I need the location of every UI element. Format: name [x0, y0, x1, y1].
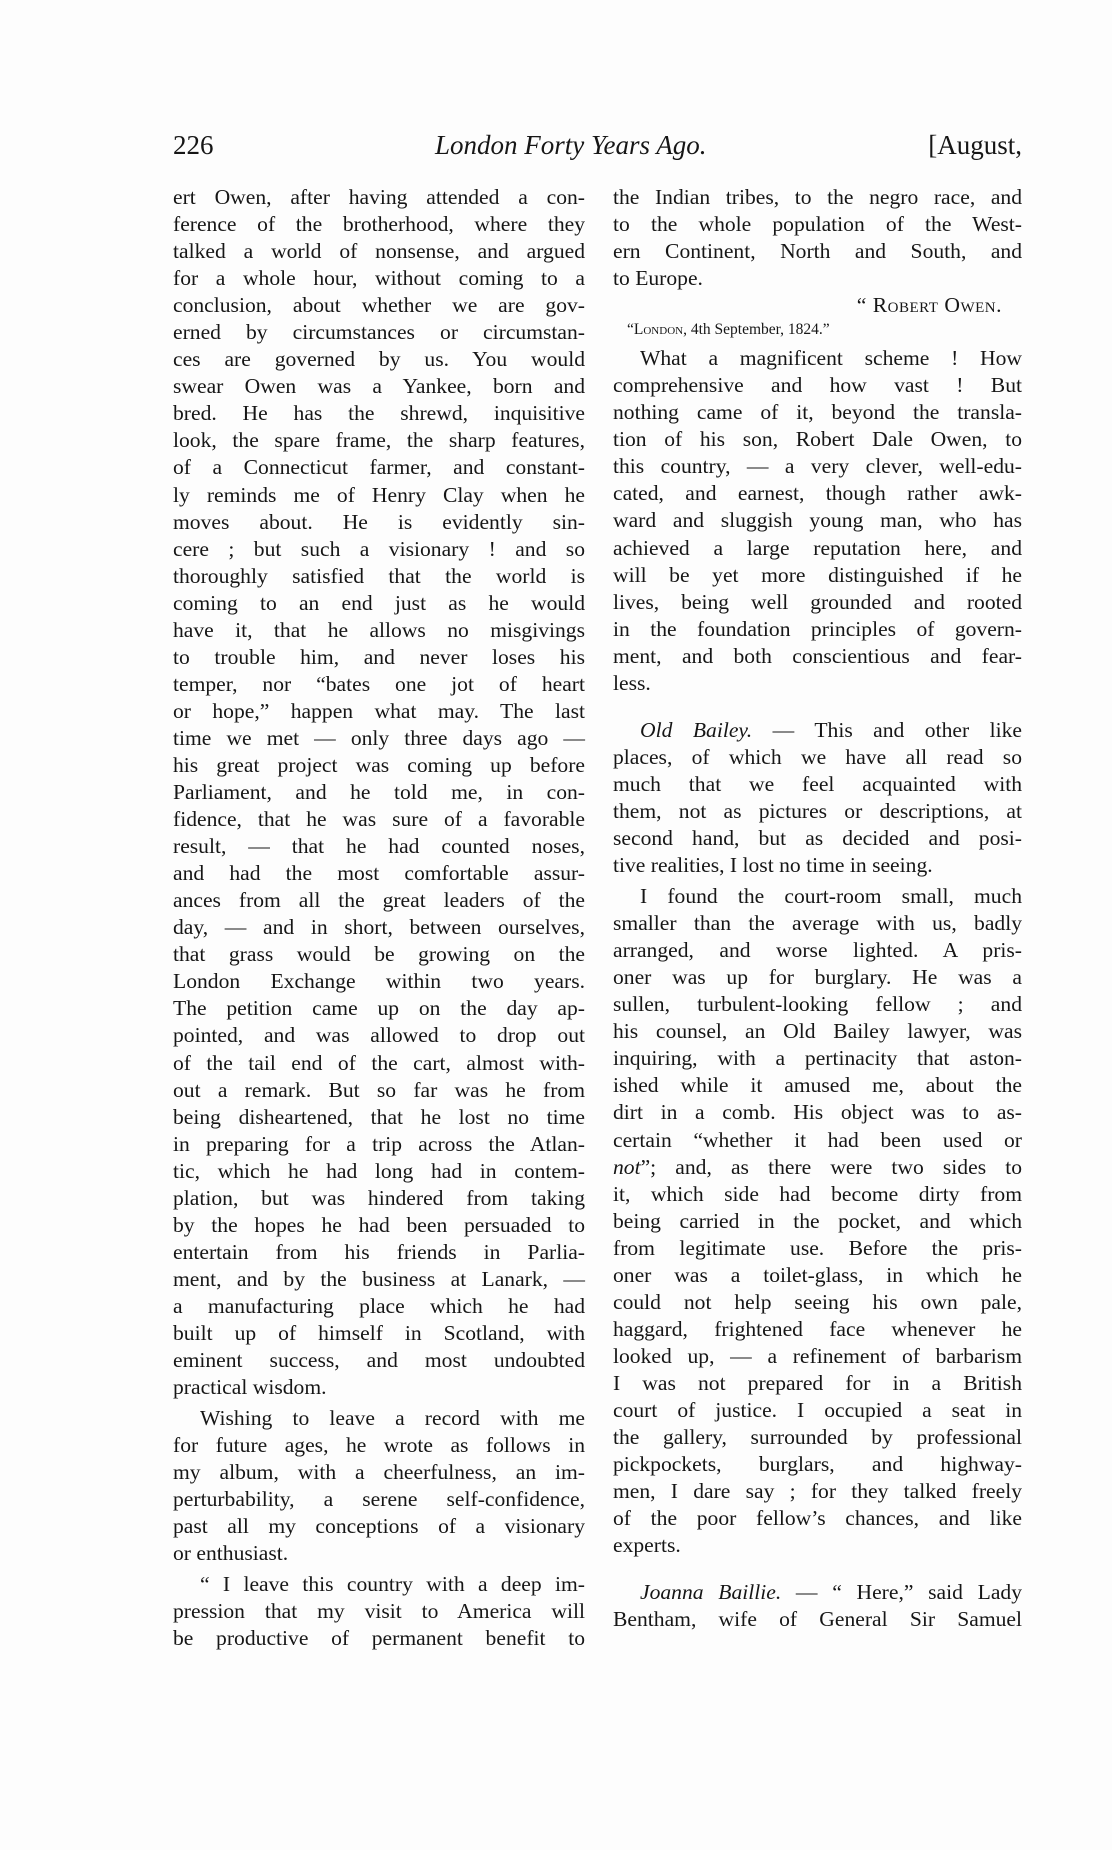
text-line: out a remark. But so far was he from	[173, 1077, 585, 1102]
text-line: “ I leave this country with a deep im-	[200, 1572, 585, 1597]
text-line: What a magnificent scheme ! How	[640, 346, 1022, 371]
letter-signature: “ Robert Owen.	[856, 293, 1002, 318]
text-line: nothing came of it, beyond the transla-	[613, 400, 1022, 425]
date-place: London	[633, 321, 684, 339]
text-line: London Exchange within two years.	[173, 969, 585, 994]
text-line: thoroughly satisfied that the world is	[173, 563, 585, 588]
text-line: ment, and by the business at Lanark, —	[173, 1266, 585, 1291]
text-line: pickpockets, burglars, and highway-	[613, 1452, 1022, 1477]
text-line: by the hopes he had been persuaded to	[173, 1212, 585, 1237]
text-line: oner was up for burglary. He was a	[613, 965, 1022, 990]
text-line: Parliament, and he told me, in con-	[173, 780, 585, 805]
text-line: plation, but was hindered from taking	[173, 1185, 585, 1210]
text-line: or hope,” happen what may. The last	[173, 698, 585, 723]
text-line: ces are governed by us. You would	[173, 347, 585, 372]
text-line: the Indian tribes, to the negro race, and	[613, 185, 1022, 209]
paragraph-scheme-commentary	[613, 345, 1022, 697]
text-line: ment, and both conscientious and fear-	[613, 643, 1022, 668]
running-title: London Forty Years Ago.	[435, 130, 707, 160]
text-line: his counsel, an Old Bailey lawyer, was	[613, 1019, 1022, 1044]
text-line: sullen, turbulent-looking fellow ; and	[613, 992, 1022, 1017]
text-line: I was not prepared for in a British	[613, 1370, 1022, 1395]
text-line: could not help seeing his own pale,	[613, 1289, 1022, 1314]
text-line: coming to an end just as he would	[173, 590, 585, 615]
text-line: ly reminds me of Henry Clay when he	[173, 482, 585, 507]
paragraph-joanna-baillie	[613, 1606, 1022, 1633]
text-line: of a Connecticut farmer, and constant-	[173, 455, 585, 480]
text-line: The petition came up on the day ap-	[173, 996, 585, 1021]
text-line: arranged, and worse lighted. A pris-	[613, 938, 1022, 963]
text-line: a manufacturing place which he had	[173, 1293, 585, 1318]
issue-month: [August,	[928, 130, 1022, 160]
text-line: practical wisdom.	[173, 1375, 327, 1400]
text-line: places, of which we have all read so	[613, 744, 1022, 769]
text-line: to the whole population of the West-	[613, 212, 1022, 237]
text-line: being carried in the pocket, and which	[613, 1208, 1022, 1233]
line-text: ”; and, as there were two sides to	[640, 1154, 1022, 1179]
text-line: ert Owen, after having attended a con-	[173, 185, 585, 209]
text-line: ward and sluggish young man, who has	[613, 508, 1022, 533]
text-line: much that we feel acquainted with	[613, 771, 1022, 796]
text-line: have it, that he allows no misgivings	[173, 617, 585, 642]
running-header	[173, 130, 1022, 166]
paragraph-album-intro	[173, 1405, 585, 1567]
text-line: dirt in a comb. His object was to as-	[613, 1100, 1022, 1125]
date-open-quote: “	[627, 321, 634, 339]
text-line: achieved a large reputation here, and	[613, 535, 1022, 560]
section-heading-joanna-baillie: Joanna Baillie.	[640, 1580, 782, 1605]
left-column	[173, 184, 585, 1653]
text-line: in preparing for a trip across the Atlan-	[173, 1131, 585, 1156]
paragraph-owen-letter	[173, 1571, 585, 1652]
text-line: I found the court-room small, much	[640, 884, 1022, 909]
text-line: for future ages, he wrote as follows in	[173, 1433, 585, 1458]
text-line: time we met — only three days ago —	[173, 725, 585, 750]
section-joanna-baillie	[613, 1579, 1022, 1633]
text-line: conclusion, about whether we are gov-	[173, 293, 585, 318]
line-text: — This and other like	[752, 717, 1023, 742]
text-line: it, which side had become dirty from	[613, 1181, 1022, 1206]
text-line: Wishing to leave a record with me	[200, 1406, 585, 1431]
text-line: swear Owen was a Yankee, born and	[173, 374, 585, 399]
section-old-bailey	[613, 717, 1022, 1559]
text-line: tion of his son, Robert Dale Owen, to	[613, 427, 1022, 452]
text-line: in the foundation principles of govern-	[613, 616, 1022, 641]
text-line: looked up, — a refinement of barbarism	[613, 1343, 1022, 1368]
text-line: talked a world of nonsense, and argued	[173, 239, 585, 264]
paragraph-old-bailey	[613, 744, 1022, 879]
text-line: experts.	[613, 1533, 681, 1558]
text-line: of the tail end of the cart, almost with-	[173, 1050, 585, 1075]
text-line: being disheartened, that he lost no time	[173, 1104, 585, 1129]
text-line: that grass would be growing on the	[173, 942, 585, 967]
text-line: erned by circumstances or circumstan-	[173, 320, 585, 345]
text-line: men, I dare say ; for they talked freely	[613, 1479, 1022, 1504]
paragraph-owen-description	[173, 184, 585, 1401]
text-line: smaller than the average with us, badly	[613, 911, 1022, 936]
letter-date	[613, 319, 1022, 345]
text-line: pression that my visit to America will	[173, 1599, 585, 1624]
text-line: my album, with a cheerfulness, an im-	[173, 1460, 585, 1485]
text-line: will be yet more distinguished if he	[613, 562, 1022, 587]
text-line: them, not as pictures or descriptions, at	[613, 798, 1022, 823]
text-line: cated, and earnest, though rather awk-	[613, 481, 1022, 506]
paragraph-letter-continued	[613, 184, 1022, 292]
paragraph-court-room	[613, 883, 1022, 1153]
text-line: past all my conceptions of a visionary	[173, 1514, 585, 1539]
right-column	[613, 184, 1022, 1633]
old-bailey-first-line	[613, 717, 1022, 744]
section-heading-old-bailey: Old Bailey.	[640, 717, 753, 742]
text-line: look, the spare frame, the sharp features,	[173, 428, 585, 453]
date-rest: , 4th September, 1824.”	[683, 321, 830, 339]
page-number: 226	[173, 130, 214, 160]
text-line: certain “whether it had been used or	[613, 1127, 1022, 1152]
text-line: tive realities, I lost no time in seeing.	[613, 853, 933, 878]
text-line: the gallery, surrounded by professional	[613, 1425, 1022, 1450]
text-line: oner was a toilet-glass, in which he	[613, 1262, 1022, 1287]
text-line: pointed, and was allowed to drop out	[173, 1023, 585, 1048]
text-line: ances from all the great leaders of the	[173, 888, 585, 913]
text-line: to trouble him, and never loses his	[173, 644, 585, 669]
text-line: built up of himself in Scotland, with	[173, 1320, 585, 1345]
text-line: to Europe.	[613, 266, 703, 291]
text-line: comprehensive and how vast ! But	[613, 373, 1022, 398]
paragraph-court-room-continued	[613, 1181, 1022, 1560]
text-line: court of justice. I occupied a seat in	[613, 1397, 1022, 1422]
joanna-first-line	[613, 1579, 1022, 1606]
text-line: Bentham, wife of General Sir Samuel	[613, 1607, 1022, 1632]
text-line: day, — and in short, between ourselves,	[173, 915, 585, 940]
text-line: result, — that he had counted noses,	[173, 834, 585, 859]
text-line: eminent success, and most undoubted	[173, 1348, 585, 1373]
text-line: fidence, that he was sure of a favorable	[173, 807, 585, 832]
text-line: or enthusiast.	[173, 1541, 289, 1566]
text-line: from legitimate use. Before the pris-	[613, 1235, 1022, 1260]
emphasis-not: not	[613, 1154, 641, 1179]
text-line: ished while it amused me, about the	[613, 1073, 1022, 1098]
text-line: tic, which he had long had in contem-	[173, 1158, 585, 1183]
text-line: bred. He has the shrewd, inquisitive	[173, 401, 585, 426]
text-line: moves about. He is evidently sin-	[173, 509, 585, 534]
text-line: second hand, but as decided and posi-	[613, 825, 1022, 850]
text-line: less.	[613, 670, 651, 695]
text-line: cere ; but such a visionary ! and so	[173, 536, 585, 561]
text-line: and had the most comfortable assur-	[173, 861, 585, 886]
text-line: ern Continent, North and South, and	[613, 239, 1022, 264]
line-not	[613, 1154, 1022, 1181]
text-line: haggard, frightened face whenever he	[613, 1316, 1022, 1341]
text-line: inquiring, with a pertinacity that aston-	[613, 1046, 1022, 1071]
text-line: his great project was coming up before	[173, 752, 585, 777]
text-line: entertain from his friends in Parlia-	[173, 1239, 585, 1264]
text-line: be productive of permanent benefit to	[173, 1626, 585, 1651]
text-line: perturbability, a serene self-confidence,	[173, 1487, 585, 1512]
text-line: lives, being well grounded and rooted	[613, 589, 1022, 614]
text-line: temper, nor “bates one jot of heart	[173, 671, 585, 696]
text-line: ference of the brotherhood, where they	[173, 212, 585, 237]
text-line: of the poor fellow’s chances, and like	[613, 1506, 1022, 1531]
text-line: for a whole hour, without coming to a	[173, 266, 585, 291]
line-text: — “ Here,” said Lady	[781, 1580, 1022, 1605]
text-line: this country, — a very clever, well-edu-	[613, 454, 1022, 479]
